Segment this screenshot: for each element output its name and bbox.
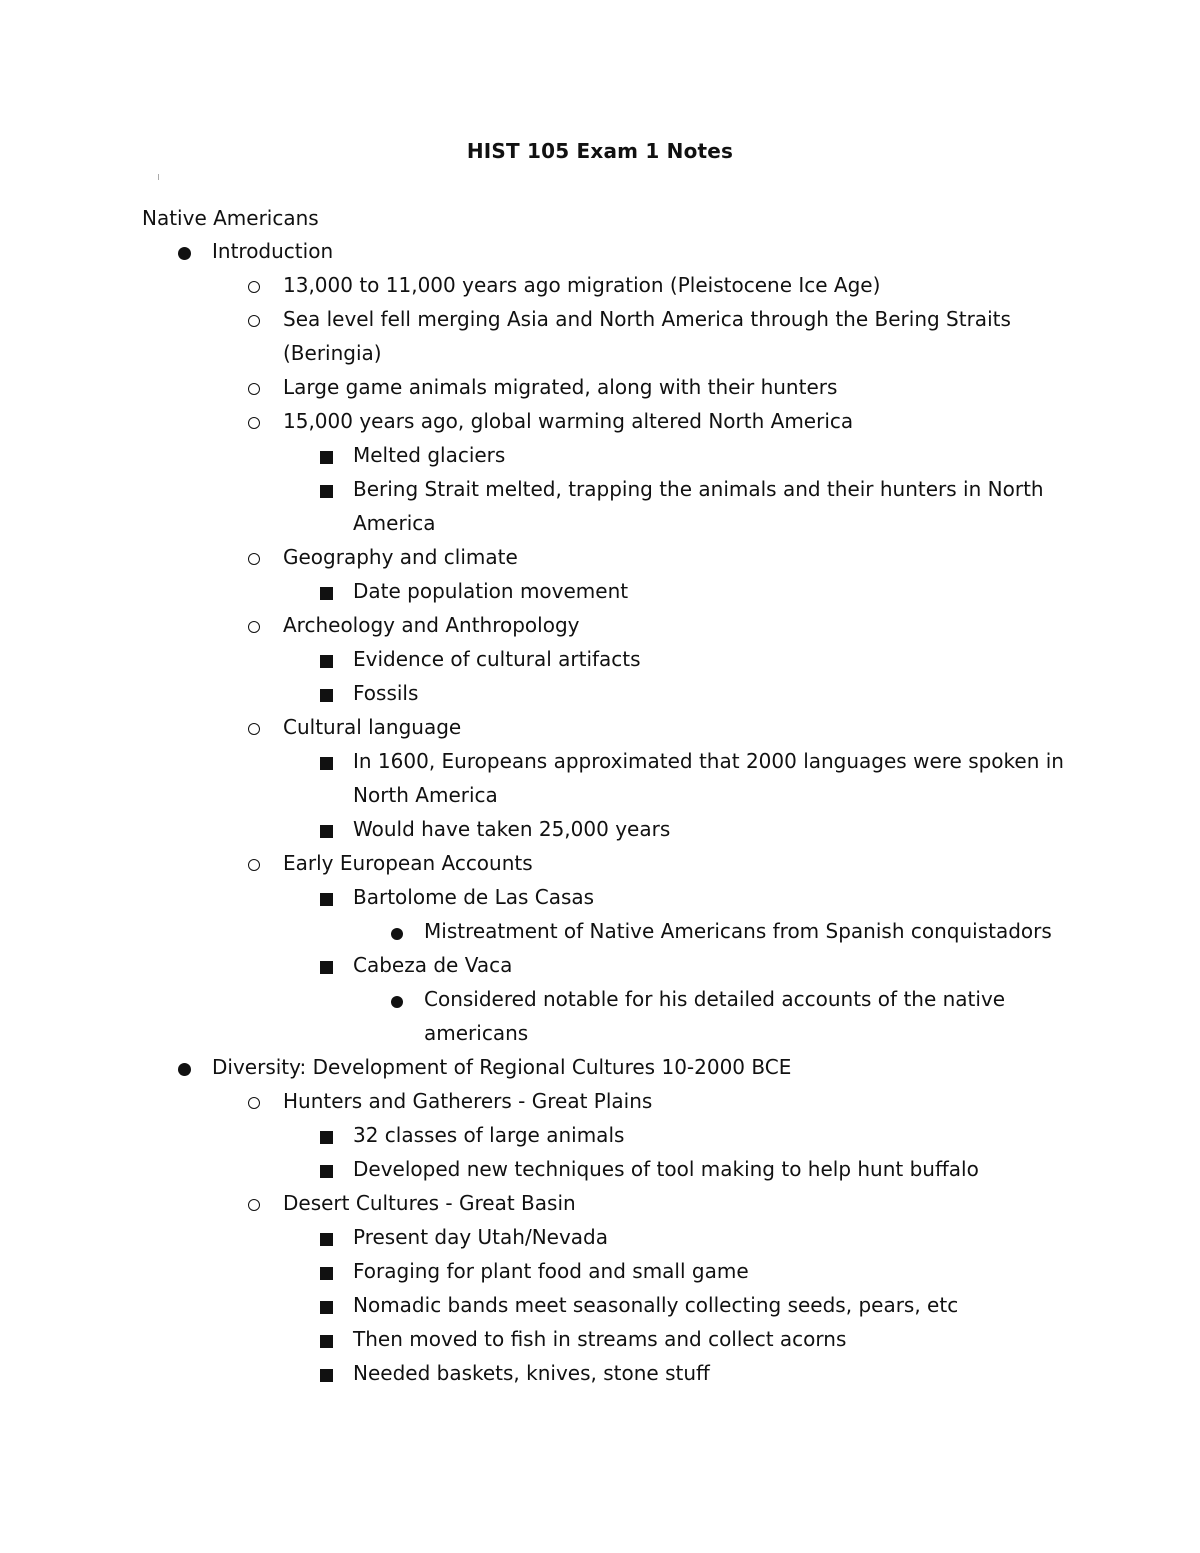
outline-item-text: Melted glaciers [353, 443, 506, 467]
circle-bullet-icon [248, 723, 260, 735]
outline-item-level-1 [0, 1052, 1200, 1086]
outline-item-text: Would have taken 25,000 years [353, 817, 671, 841]
circle-bullet-icon [248, 315, 260, 327]
section-heading: Native Americans [142, 206, 319, 230]
notes-outline [0, 236, 1200, 1392]
outline-item-level-2 [0, 712, 1200, 746]
square-bullet-icon [320, 1131, 333, 1144]
square-bullet-icon [320, 1335, 333, 1348]
square-bullet-icon [320, 655, 333, 668]
outline-item-text: Mistreatment of Native Americans from Spanish conquistadors [424, 919, 1052, 943]
circle-bullet-icon [248, 1199, 260, 1211]
disc-bullet-icon [178, 1063, 191, 1076]
outline-item-text: (Beringia) [283, 341, 382, 365]
outline-item-text: Evidence of cultural artifacts [353, 647, 641, 671]
outline-item-level-3 [0, 1324, 1200, 1358]
outline-item-continuation [0, 1018, 1200, 1052]
outline-item-level-2 [0, 542, 1200, 576]
outline-item-level-2 [0, 372, 1200, 406]
circle-bullet-icon [248, 281, 260, 293]
outline-item-text: Nomadic bands meet seasonally collecting seeds, pears, etc [353, 1293, 959, 1317]
outline-item-text: Date population movement [353, 579, 629, 603]
outline-item-continuation [0, 338, 1200, 372]
outline-item-level-3 [0, 678, 1200, 712]
outline-item-text: Then moved to fish in streams and collect acorns [353, 1327, 847, 1351]
outline-item-level-3 [0, 882, 1200, 916]
outline-item-text: Fossils [353, 681, 419, 705]
square-bullet-icon [320, 893, 333, 906]
square-bullet-icon [320, 587, 333, 600]
circle-bullet-icon [248, 859, 260, 871]
disc-bullet-icon [391, 996, 403, 1008]
square-bullet-icon [320, 1165, 333, 1178]
outline-item-level-3 [0, 746, 1200, 780]
outline-item-text: 32 classes of large animals [353, 1123, 625, 1147]
outline-item-level-3 [0, 1154, 1200, 1188]
square-bullet-icon [320, 1267, 333, 1280]
outline-item-text: 13,000 to 11,000 years ago migration (Pleistocene Ice Age) [283, 273, 881, 297]
outline-item-text: Geography and climate [283, 545, 518, 569]
circle-bullet-icon [248, 417, 260, 429]
outline-item-level-2 [0, 304, 1200, 338]
outline-item-level-3 [0, 950, 1200, 984]
square-bullet-icon [320, 1301, 333, 1314]
outline-item-level-2 [0, 270, 1200, 304]
outline-item-level-3 [0, 440, 1200, 474]
outline-item-text: Sea level fell merging Asia and North America through the Bering Straits [283, 307, 1011, 331]
disc-bullet-icon [391, 928, 403, 940]
square-bullet-icon [320, 825, 333, 838]
outline-item-level-2 [0, 1188, 1200, 1222]
stray-mark [158, 174, 159, 180]
outline-item-text: North America [353, 783, 498, 807]
outline-item-text: Cabeza de Vaca [353, 953, 513, 977]
outline-item-level-3 [0, 1222, 1200, 1256]
outline-item-text: Introduction [212, 239, 334, 263]
outline-item-level-2 [0, 1086, 1200, 1120]
outline-item-continuation [0, 508, 1200, 542]
outline-item-level-3 [0, 1358, 1200, 1392]
outline-item-text: In 1600, Europeans approximated that 2000 languages were spoken in [353, 749, 1064, 773]
outline-item-level-4 [0, 984, 1200, 1018]
outline-item-text: Large game animals migrated, along with their hunters [283, 375, 838, 399]
outline-item-text: Diversity: Development of Regional Cultures 10-2000 BCE [212, 1055, 792, 1079]
outline-item-text: America [353, 511, 436, 535]
document-title: HIST 105 Exam 1 Notes [466, 139, 734, 163]
outline-item-level-3 [0, 1290, 1200, 1324]
circle-bullet-icon [248, 1097, 260, 1109]
circle-bullet-icon [248, 383, 260, 395]
square-bullet-icon [320, 1233, 333, 1246]
outline-item-level-3 [0, 1120, 1200, 1154]
outline-item-text: Needed baskets, knives, stone stuff [353, 1361, 710, 1385]
outline-item-text: Present day Utah/Nevada [353, 1225, 608, 1249]
outline-item-text: Early European Accounts [283, 851, 533, 875]
outline-item-level-3 [0, 576, 1200, 610]
outline-item-text: Desert Cultures - Great Basin [283, 1191, 576, 1215]
outline-item-text: Hunters and Gatherers - Great Plains [283, 1089, 653, 1113]
square-bullet-icon [320, 689, 333, 702]
outline-item-level-2 [0, 610, 1200, 644]
outline-item-text: 15,000 years ago, global warming altered North America [283, 409, 854, 433]
square-bullet-icon [320, 1369, 333, 1382]
outline-item-level-3 [0, 644, 1200, 678]
square-bullet-icon [320, 757, 333, 770]
outline-item-text: Foraging for plant food and small game [353, 1259, 749, 1283]
outline-item-text: Cultural language [283, 715, 462, 739]
square-bullet-icon [320, 485, 333, 498]
outline-item-level-4 [0, 916, 1200, 950]
square-bullet-icon [320, 961, 333, 974]
outline-item-text: americans [424, 1021, 529, 1045]
outline-item-text: Bering Strait melted, trapping the animals and their hunters in North [353, 477, 1044, 501]
outline-item-text: Archeology and Anthropology [283, 613, 580, 637]
outline-item-text: Considered notable for his detailed accounts of the native [424, 987, 1006, 1011]
outline-item-continuation [0, 780, 1200, 814]
outline-item-level-2 [0, 406, 1200, 440]
outline-item-level-3 [0, 1256, 1200, 1290]
outline-item-level-2 [0, 848, 1200, 882]
outline-item-text: Developed new techniques of tool making to help hunt buffalo [353, 1157, 979, 1181]
circle-bullet-icon [248, 621, 260, 633]
circle-bullet-icon [248, 553, 260, 565]
outline-item-level-3 [0, 474, 1200, 508]
outline-item-level-1 [0, 236, 1200, 270]
disc-bullet-icon [178, 247, 191, 260]
outline-item-level-3 [0, 814, 1200, 848]
outline-item-text: Bartolome de Las Casas [353, 885, 595, 909]
square-bullet-icon [320, 451, 333, 464]
